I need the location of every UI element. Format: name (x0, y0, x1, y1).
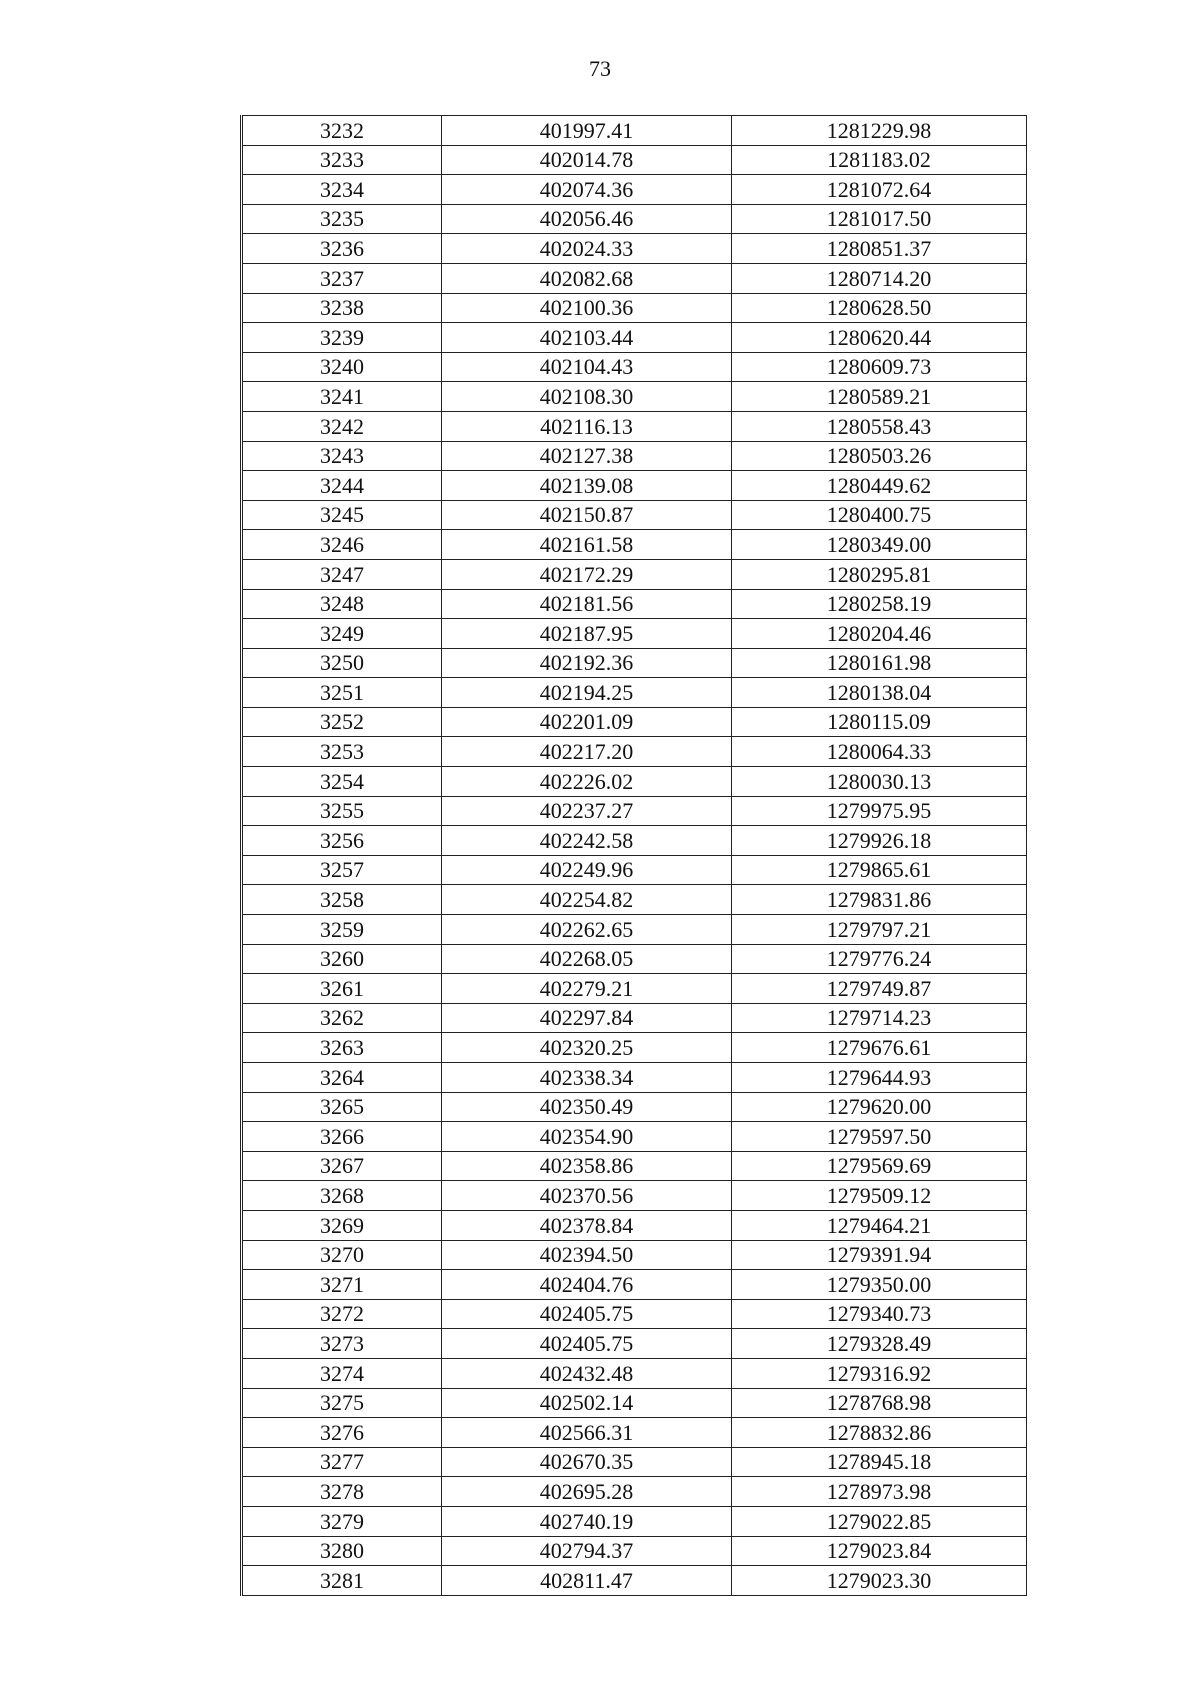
table-row (242, 648, 1027, 678)
table-row (242, 1447, 1027, 1477)
table-row (242, 1210, 1027, 1240)
x-coordinate-cell: 402187.95 (442, 619, 732, 649)
point-number-cell: 3257 (242, 855, 442, 885)
point-number-cell: 3275 (242, 1388, 442, 1418)
x-coordinate-cell: 402378.84 (442, 1210, 732, 1240)
y-coordinate-cell: 1280589.21 (732, 382, 1027, 412)
point-number-cell: 3259 (242, 915, 442, 945)
point-number-cell: 3248 (242, 589, 442, 619)
x-coordinate-cell: 402201.09 (442, 707, 732, 737)
point-number-cell: 3246 (242, 530, 442, 560)
table-row (242, 974, 1027, 1004)
y-coordinate-cell: 1279749.87 (732, 974, 1027, 1004)
point-number-cell: 3233 (242, 145, 442, 175)
table-row (242, 441, 1027, 471)
x-coordinate-cell: 402279.21 (442, 974, 732, 1004)
x-coordinate-cell: 402354.90 (442, 1122, 732, 1152)
y-coordinate-cell: 1279776.24 (732, 944, 1027, 974)
y-coordinate-cell: 1280449.62 (732, 471, 1027, 501)
x-coordinate-cell: 402405.75 (442, 1329, 732, 1359)
y-coordinate-cell: 1278832.86 (732, 1418, 1027, 1448)
y-coordinate-cell: 1279509.12 (732, 1181, 1027, 1211)
y-coordinate-cell: 1279023.84 (732, 1536, 1027, 1566)
y-coordinate-cell: 1279597.50 (732, 1122, 1027, 1152)
point-number-cell: 3260 (242, 944, 442, 974)
x-coordinate-cell: 402740.19 (442, 1506, 732, 1536)
table-row (242, 1329, 1027, 1359)
x-coordinate-cell: 402172.29 (442, 559, 732, 589)
point-number-cell: 3247 (242, 559, 442, 589)
x-coordinate-cell: 402358.86 (442, 1151, 732, 1181)
y-coordinate-cell: 1280400.75 (732, 500, 1027, 530)
table-row (242, 796, 1027, 826)
y-coordinate-cell: 1279926.18 (732, 826, 1027, 856)
point-number-cell: 3234 (242, 175, 442, 205)
y-coordinate-cell: 1281183.02 (732, 145, 1027, 175)
y-coordinate-cell: 1280295.81 (732, 559, 1027, 589)
y-coordinate-cell: 1278768.98 (732, 1388, 1027, 1418)
y-coordinate-cell: 1280503.26 (732, 441, 1027, 471)
point-number-cell: 3250 (242, 648, 442, 678)
x-coordinate-cell: 402181.56 (442, 589, 732, 619)
point-number-cell: 3239 (242, 323, 442, 353)
x-coordinate-cell: 402074.36 (442, 175, 732, 205)
x-coordinate-cell: 402404.76 (442, 1270, 732, 1300)
table-row (242, 737, 1027, 767)
x-coordinate-cell: 402242.58 (442, 826, 732, 856)
table-row (242, 915, 1027, 945)
point-number-cell: 3281 (242, 1566, 442, 1596)
x-coordinate-cell: 402024.33 (442, 234, 732, 264)
y-coordinate-cell: 1279350.00 (732, 1270, 1027, 1300)
x-coordinate-cell: 402150.87 (442, 500, 732, 530)
x-coordinate-cell: 402217.20 (442, 737, 732, 767)
table-row (242, 1506, 1027, 1536)
y-coordinate-cell: 1280161.98 (732, 648, 1027, 678)
table-row (242, 1358, 1027, 1388)
page-number: 73 (589, 56, 611, 81)
table-row (242, 234, 1027, 264)
x-coordinate-cell: 402370.56 (442, 1181, 732, 1211)
y-coordinate-cell: 1279316.92 (732, 1358, 1027, 1388)
table-row (242, 323, 1027, 353)
table-row (242, 175, 1027, 205)
x-coordinate-cell: 402082.68 (442, 263, 732, 293)
table-row (242, 1092, 1027, 1122)
point-number-cell: 3243 (242, 441, 442, 471)
y-coordinate-cell: 1280204.46 (732, 619, 1027, 649)
y-coordinate-cell: 1280138.04 (732, 678, 1027, 708)
x-coordinate-cell: 402338.34 (442, 1063, 732, 1093)
y-coordinate-cell: 1280609.73 (732, 352, 1027, 382)
table-row (242, 1418, 1027, 1448)
table-row (242, 885, 1027, 915)
y-coordinate-cell: 1279328.49 (732, 1329, 1027, 1359)
x-coordinate-cell: 402394.50 (442, 1240, 732, 1270)
x-coordinate-cell: 402249.96 (442, 855, 732, 885)
y-coordinate-cell: 1278945.18 (732, 1447, 1027, 1477)
x-coordinate-cell: 402014.78 (442, 145, 732, 175)
x-coordinate-cell: 402127.38 (442, 441, 732, 471)
table-row (242, 293, 1027, 323)
table-row (242, 145, 1027, 175)
x-coordinate-cell: 402432.48 (442, 1358, 732, 1388)
x-coordinate-cell: 402192.36 (442, 648, 732, 678)
table-row (242, 619, 1027, 649)
table-row (242, 944, 1027, 974)
table-row (242, 530, 1027, 560)
x-coordinate-cell: 401997.41 (442, 116, 732, 146)
table-row (242, 559, 1027, 589)
y-coordinate-cell: 1280258.19 (732, 589, 1027, 619)
y-coordinate-cell: 1279023.30 (732, 1566, 1027, 1596)
x-coordinate-cell: 402139.08 (442, 471, 732, 501)
table-row (242, 1003, 1027, 1033)
point-number-cell: 3278 (242, 1477, 442, 1507)
y-coordinate-cell: 1279676.61 (732, 1033, 1027, 1063)
y-coordinate-cell: 1279569.69 (732, 1151, 1027, 1181)
y-coordinate-cell: 1279797.21 (732, 915, 1027, 945)
x-coordinate-cell: 402811.47 (442, 1566, 732, 1596)
point-number-cell: 3269 (242, 1210, 442, 1240)
x-coordinate-cell: 402116.13 (442, 411, 732, 441)
x-coordinate-cell: 402794.37 (442, 1536, 732, 1566)
point-number-cell: 3253 (242, 737, 442, 767)
table-row (242, 1181, 1027, 1211)
table-row (242, 678, 1027, 708)
y-coordinate-cell: 1279865.61 (732, 855, 1027, 885)
y-coordinate-cell: 1278973.98 (732, 1477, 1027, 1507)
y-coordinate-cell: 1280349.00 (732, 530, 1027, 560)
point-number-cell: 3242 (242, 411, 442, 441)
point-number-cell: 3256 (242, 826, 442, 856)
point-number-cell: 3251 (242, 678, 442, 708)
x-coordinate-cell: 402100.36 (442, 293, 732, 323)
point-number-cell: 3276 (242, 1418, 442, 1448)
table-row (242, 1240, 1027, 1270)
point-number-cell: 3237 (242, 263, 442, 293)
point-number-cell: 3271 (242, 1270, 442, 1300)
y-coordinate-cell: 1280851.37 (732, 234, 1027, 264)
table-row (242, 382, 1027, 412)
point-number-cell: 3274 (242, 1358, 442, 1388)
table-row (242, 707, 1027, 737)
table-row (242, 1063, 1027, 1093)
table-row (242, 500, 1027, 530)
table-row (242, 855, 1027, 885)
x-coordinate-cell: 402194.25 (442, 678, 732, 708)
x-coordinate-cell: 402268.05 (442, 944, 732, 974)
x-coordinate-cell: 402297.84 (442, 1003, 732, 1033)
point-number-cell: 3245 (242, 500, 442, 530)
point-number-cell: 3273 (242, 1329, 442, 1359)
y-coordinate-cell: 1279714.23 (732, 1003, 1027, 1033)
point-number-cell: 3254 (242, 767, 442, 797)
y-coordinate-cell: 1281017.50 (732, 204, 1027, 234)
y-coordinate-cell: 1279975.95 (732, 796, 1027, 826)
x-coordinate-cell: 402103.44 (442, 323, 732, 353)
y-coordinate-cell: 1280714.20 (732, 263, 1027, 293)
point-number-cell: 3265 (242, 1092, 442, 1122)
coordinates-table (240, 115, 1027, 1596)
table-row (242, 1536, 1027, 1566)
y-coordinate-cell: 1280115.09 (732, 707, 1027, 737)
y-coordinate-cell: 1280620.44 (732, 323, 1027, 353)
table-row (242, 1566, 1027, 1596)
point-number-cell: 3238 (242, 293, 442, 323)
x-coordinate-cell: 402320.25 (442, 1033, 732, 1063)
y-coordinate-cell: 1279620.00 (732, 1092, 1027, 1122)
table-row (242, 767, 1027, 797)
x-coordinate-cell: 402350.49 (442, 1092, 732, 1122)
x-coordinate-cell: 402566.31 (442, 1418, 732, 1448)
point-number-cell: 3270 (242, 1240, 442, 1270)
table-row (242, 826, 1027, 856)
point-number-cell: 3240 (242, 352, 442, 382)
table-row (242, 1122, 1027, 1152)
x-coordinate-cell: 402237.27 (442, 796, 732, 826)
table-row (242, 471, 1027, 501)
y-coordinate-cell: 1279391.94 (732, 1240, 1027, 1270)
table-row (242, 1299, 1027, 1329)
point-number-cell: 3262 (242, 1003, 442, 1033)
table-row (242, 1033, 1027, 1063)
point-number-cell: 3261 (242, 974, 442, 1004)
point-number-cell: 3244 (242, 471, 442, 501)
y-coordinate-cell: 1279340.73 (732, 1299, 1027, 1329)
x-coordinate-cell: 402056.46 (442, 204, 732, 234)
x-coordinate-cell: 402502.14 (442, 1388, 732, 1418)
point-number-cell: 3249 (242, 619, 442, 649)
x-coordinate-cell: 402226.02 (442, 767, 732, 797)
table-row (242, 411, 1027, 441)
x-coordinate-cell: 402161.58 (442, 530, 732, 560)
point-number-cell: 3277 (242, 1447, 442, 1477)
point-number-cell: 3266 (242, 1122, 442, 1152)
point-number-cell: 3241 (242, 382, 442, 412)
y-coordinate-cell: 1279644.93 (732, 1063, 1027, 1093)
y-coordinate-cell: 1281229.98 (732, 116, 1027, 146)
point-number-cell: 3279 (242, 1506, 442, 1536)
x-coordinate-cell: 402104.43 (442, 352, 732, 382)
y-coordinate-cell: 1280628.50 (732, 293, 1027, 323)
point-number-cell: 3272 (242, 1299, 442, 1329)
y-coordinate-cell: 1280558.43 (732, 411, 1027, 441)
x-coordinate-cell: 402254.82 (442, 885, 732, 915)
point-number-cell: 3255 (242, 796, 442, 826)
x-coordinate-cell: 402108.30 (442, 382, 732, 412)
x-coordinate-cell: 402670.35 (442, 1447, 732, 1477)
y-coordinate-cell: 1280030.13 (732, 767, 1027, 797)
table-row (242, 589, 1027, 619)
point-number-cell: 3252 (242, 707, 442, 737)
y-coordinate-cell: 1279831.86 (732, 885, 1027, 915)
y-coordinate-cell: 1280064.33 (732, 737, 1027, 767)
point-number-cell: 3263 (242, 1033, 442, 1063)
table-row (242, 1388, 1027, 1418)
table-row (242, 1270, 1027, 1300)
point-number-cell: 3236 (242, 234, 442, 264)
x-coordinate-cell: 402695.28 (442, 1477, 732, 1507)
point-number-cell: 3268 (242, 1181, 442, 1211)
x-coordinate-cell: 402262.65 (442, 915, 732, 945)
table-row (242, 263, 1027, 293)
y-coordinate-cell: 1279022.85 (732, 1506, 1027, 1536)
point-number-cell: 3267 (242, 1151, 442, 1181)
table-body (242, 116, 1027, 1596)
point-number-cell: 3264 (242, 1063, 442, 1093)
table-row (242, 204, 1027, 234)
table-row (242, 116, 1027, 146)
table-row (242, 352, 1027, 382)
x-coordinate-cell: 402405.75 (442, 1299, 732, 1329)
point-number-cell: 3232 (242, 116, 442, 146)
point-number-cell: 3280 (242, 1536, 442, 1566)
y-coordinate-cell: 1279464.21 (732, 1210, 1027, 1240)
point-number-cell: 3235 (242, 204, 442, 234)
point-number-cell: 3258 (242, 885, 442, 915)
table-row (242, 1477, 1027, 1507)
table-row (242, 1151, 1027, 1181)
y-coordinate-cell: 1281072.64 (732, 175, 1027, 205)
